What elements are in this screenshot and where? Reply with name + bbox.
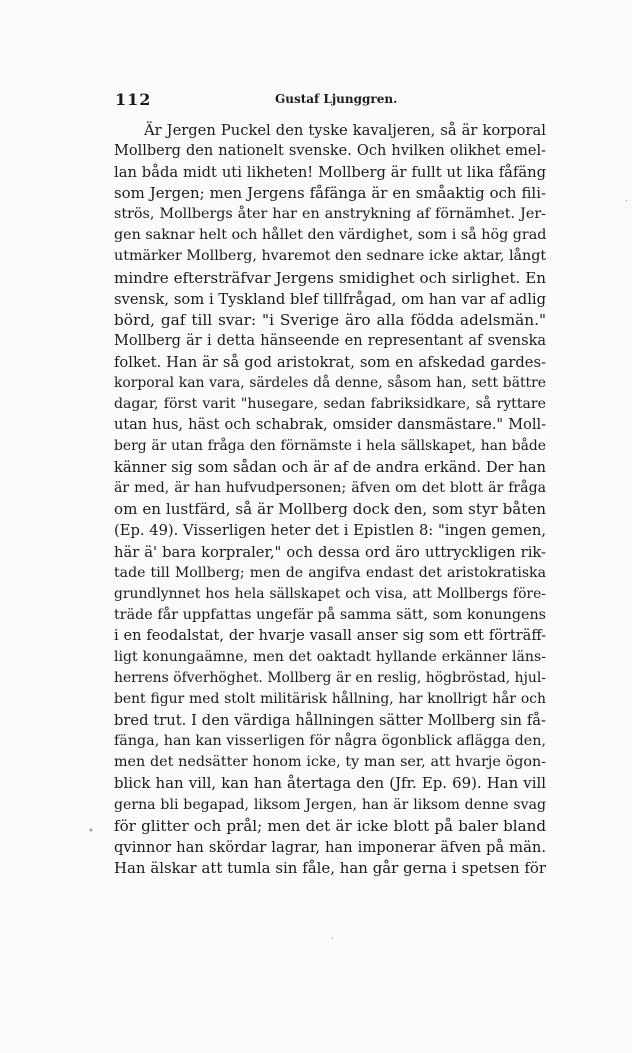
text-line: gen saknar helt och hållet den värdighet, som i så hög grad: [114, 227, 546, 244]
text-line: herrens öfverhöghet. Mollberg är en reslig, högbröstad, hjul-: [114, 670, 546, 687]
text-line: Han älskar att tumla sin fåle, han går gerna i spetsen för: [114, 858, 546, 877]
text-line: i en feodalstat, der hvarje vasall anser sig som ett förträff-: [114, 627, 546, 644]
paper-speck: ·: [331, 934, 335, 945]
text-line: som Jergen; men Jergens fåfänga är en småaktig och fili-: [114, 184, 546, 203]
text-line: strös, Mollbergs åter har en anstrykning af förnämhet. Jer-: [114, 206, 546, 223]
text-line: lan båda midt uti likheten! Mollberg är fullt ut lika fåfäng: [114, 164, 546, 182]
text-line: mindre eftersträfvar Jergens smidighet och sirlighet. En: [114, 268, 546, 287]
text-line: för glitter och prål; men det är icke blott på baler bland: [114, 816, 546, 835]
text-line: här ä' bara korpraler," och dessa ord äro uttryckligen rik-: [114, 543, 546, 561]
page-header: [115, 90, 545, 110]
text-line: utmärker Mollberg, hvaremot den sednare icke aktar, långt: [114, 248, 546, 265]
text-line: Är Jergen Puckel den tyske kavaljeren, så är korporal: [144, 122, 546, 139]
text-line: ligt konungaämne, men det oaktadt hyllande erkänner läns-: [114, 648, 546, 665]
text-line: folket. Han är så god aristokrat, som en afskedad gardes-: [114, 353, 546, 371]
text-line: korporal kan vara, särdeles då denne, såsom han, sett bättre: [114, 374, 546, 391]
text-line: utan hus, häst och schabrak, omsider dansmästare." Moll-: [114, 417, 546, 434]
text-line: Mollberg är i detta hänseende en representant af svenska: [114, 332, 546, 349]
text-line: Mollberg den nationelt svenske. Och hvilken olikhet emel-: [114, 143, 546, 160]
text-line: börd, gaf till svar: "i Sverige äro alla födda adelsmän.": [114, 310, 546, 329]
body-text: [114, 120, 546, 879]
text-line: blick han vill, kan han återtaga den (Jfr. Ep. 69). Han vill: [114, 774, 546, 793]
text-line: (Ep. 49). Visserligen heter det i Epistlen 8: "ingen gemen,: [114, 522, 546, 540]
text-line: tade till Mollberg; men de angifva endast det aristokratiska: [114, 564, 546, 581]
running-head: Gustaf Ljunggren.: [275, 92, 398, 106]
text-line: gerna bli begapad, liksom Jergen, han är liksom denne svag: [114, 796, 546, 813]
text-line: berg är utan fråga den förnämste i hela sällskapet, han både: [114, 438, 546, 455]
text-line: dagar, först varit "husegare, sedan fabriksidkare, så ryttare: [114, 396, 546, 413]
text-line: träde får uppfattas ungefär på samma sätt, som konungens: [114, 606, 546, 623]
text-line: men det nedsätter honom icke, ty man ser, att hvarje ögon-: [114, 754, 546, 771]
text-line: grundlynnet hos hela sällskapet och visa, att Mollbergs före-: [114, 585, 546, 602]
text-line: qvinnor han skördar lagrar, han imponerar äfven på män.: [114, 838, 546, 856]
text-line: känner sig som sådan och är af de andra erkänd. Der han: [114, 459, 546, 477]
paper-speck: •: [88, 826, 94, 837]
paper-speck: ·: [625, 196, 629, 207]
text-line: om en lustfärd, så är Mollberg dock den, som styr båten: [114, 500, 546, 519]
text-line: bred trut. I den värdiga hållningen sätter Mollberg sin få-: [114, 712, 546, 730]
page-number: 112: [115, 90, 152, 109]
text-line: svensk, som i Tyskland blef tillfrågad, om han var af adlig: [114, 290, 546, 308]
text-line: är med, är han hufvudpersonen; äfven om det blott är fråga: [114, 480, 546, 497]
text-line: fänga, han kan visserligen för några ögonblick aflägga den,: [114, 733, 546, 750]
text-line: bent figur med stolt militärisk hållning, har knollrigt hår och: [114, 691, 546, 708]
